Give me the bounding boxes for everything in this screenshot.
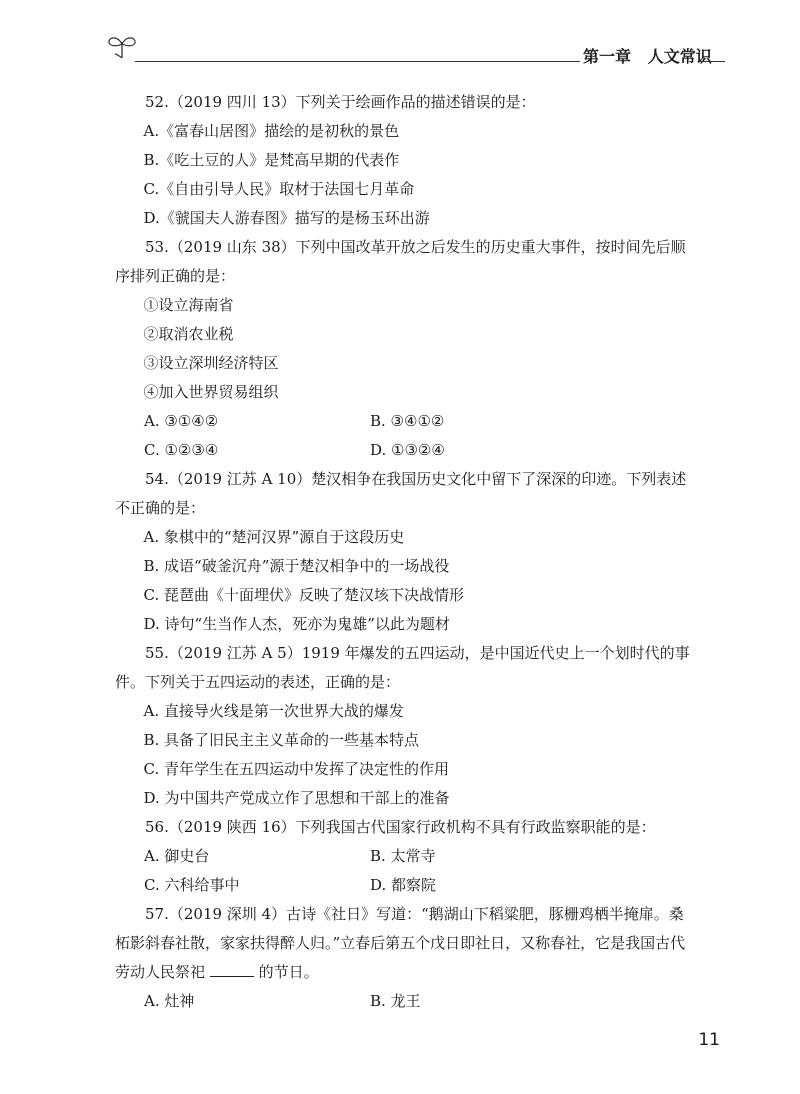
question-54-option-d: D. 诗句“生当作人杰，死亦为鬼雄”以此为题材 [143,615,450,633]
question-53-option-d: D. ①③②④ [370,441,445,459]
question-52-option-c: C.《自由引导人民》取材于法国七月革命 [143,180,415,198]
question-56-option-b: B. 太常寺 [370,847,436,865]
chapter-heading [583,44,712,67]
question-53-options-row-2 [115,436,695,465]
question-57-option-b: B. 龙王 [370,992,421,1010]
question-53-item-1: ①设立海南省 [143,296,234,314]
question-56-option-c: C. 六科给事中 [144,876,240,894]
question-53-options-row-1 [115,407,695,436]
question-53-option-c: C. ①②③④ [144,441,219,459]
question-53-item-3: ③设立深圳经济特区 [143,354,279,372]
question-56-options-row-1 [115,842,695,871]
question-57-stem-end: 的节日。 [258,963,319,981]
question-55-option-c: C. 青年学生在五四运动中发挥了决定性的作用 [143,760,449,778]
question-56-stem: 56.（2019 陕西 16）下列我国古代国家行政机构不具有行政监察职能的是： [145,818,656,836]
header-rule-left [135,61,580,62]
question-54-stem: 54.（2019 江苏 A 10）楚汉相争在我国历史文化中留下了深深的印迹。下列表述不正确的是： [115,470,687,517]
question-56-option-d: D. 都察院 [370,876,437,894]
question-52-stem: 52.（2019 四川 13）下列关于绘画作品的描述错误的是： [145,93,536,111]
question-55-stem: 55.（2019 江苏 A 5）1919 年爆发的五四运动，是中国近代史上一个划时代的事件。下列关于五四运动的表述，正确的是： [115,644,690,691]
question-53-stem: 53.（2019 山东 38）下列中国改革开放之后发生的历史重大事件，按时间先后顺序排列正确的是： [115,238,686,285]
question-57-stem [115,900,695,987]
question-57-options-row-1 [115,987,695,1016]
question-56-option-a: A. 御史台 [144,847,210,865]
header-rule-right [699,61,725,62]
question-56-options-row-2 [115,871,695,900]
question-55-option-a: A. 直接导火线是第一次世界大战的爆发 [143,702,404,720]
question-53-option-b: B. ③④①② [370,412,445,430]
page-number: 11 [698,1030,720,1050]
question-52-option-d: D.《虢国夫人游春图》描写的是杨玉环出游 [143,209,430,227]
question-53-item-2: ②取消农业税 [143,325,234,343]
question-55-option-d: D. 为中国共产党成立作了思想和干部上的准备 [143,789,450,807]
question-54-option-c: C. 琵琶曲《十面埋伏》反映了楚汉垓下决战情形 [143,586,464,604]
question-54-option-b: B. 成语“破釜沉舟”源于楚汉相争中的一场战役 [143,557,450,575]
question-57-option-a: A. 灶神 [144,992,195,1010]
sprout-icon [105,32,139,60]
question-list [115,88,695,1016]
question-52-option-b: B.《吃土豆的人》是梵高早期的代表作 [143,151,400,169]
question-57-stem-text: 57.（2019 深圳 4）古诗《社日》写道：“鹅湖山下稻粱肥，豚栅鸡栖半掩扉。桑柘影斜春社散，家家扶得醉人归。”立春后第五个戊日即社日，又称春社，它是我国古代劳动人民祭祀 [115,905,686,981]
question-53-option-a: A. ③①④② [144,412,219,430]
question-55-option-b: B. 具备了旧民主主义革命的一些基本特点 [143,731,420,749]
question-54-option-a: A. 象棋中的“楚河汉界”源自于这段历史 [143,528,405,546]
question-53-item-4: ④加入世界贸易组织 [143,383,279,401]
question-52-option-a: A.《富春山居图》描绘的是初秋的景色 [143,122,400,140]
chapter-title: 人文常识 [647,47,712,66]
answer-blank [210,960,254,977]
page-header [105,30,725,70]
chapter-number: 第一章 [583,47,632,66]
